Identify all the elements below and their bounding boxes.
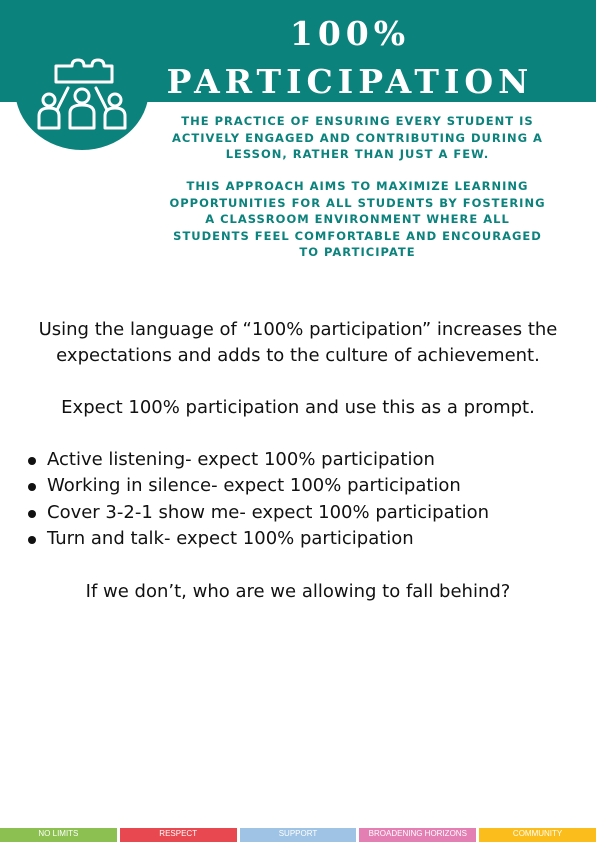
footer-segment-no-limits: NO LIMITS <box>0 828 117 842</box>
list-item: Turn and talk- expect 100% participation <box>26 526 489 552</box>
prompt-paragraph: Expect 100% participation and use this as a prompt. <box>61 397 535 418</box>
approach-paragraph: THIS APPROACH AIMS TO MAXIMIZE LEARNING OPPORTUNITIES FOR ALL STUDENTS BY FOSTERING A CLASSROOM ENVIRONMENT WHERE ALL STUDENTS FEEL COMFORTABLE AND ENCOURAGED TO PARTICIPATE <box>169 179 546 259</box>
team-collaboration-icon <box>36 58 128 130</box>
page-title-line2: PARTICIPATION <box>166 62 534 101</box>
values-footer <box>0 828 596 842</box>
page-title-line1: 100% <box>289 14 411 53</box>
list-item: Active listening- expect 100% participation <box>26 447 489 473</box>
footer-segment-broadening-horizons: BROADENING HORIZONS <box>359 828 476 842</box>
list-item: Working in silence- expect 100% participation <box>26 473 489 499</box>
footer-segment-support: SUPPORT <box>240 828 357 842</box>
definition-paragraph: THE PRACTICE OF ENSURING EVERY STUDENT IS ACTIVELY ENGAGED AND CONTRIBUTING DURING A LESSON, RATHER THAN JUST A FEW. <box>172 114 543 161</box>
bullet-list <box>26 447 489 552</box>
list-item: Cover 3-2-1 show me- expect 100% participation <box>26 500 489 526</box>
closing-question: If we don’t, who are we allowing to fall behind? <box>85 581 511 602</box>
footer-segment-respect: RESPECT <box>120 828 237 842</box>
intro-paragraph: Using the language of “100% participation” increases the expectations and adds to the culture of achievement. <box>38 319 558 366</box>
footer-segment-community: COMMUNITY <box>479 828 596 842</box>
